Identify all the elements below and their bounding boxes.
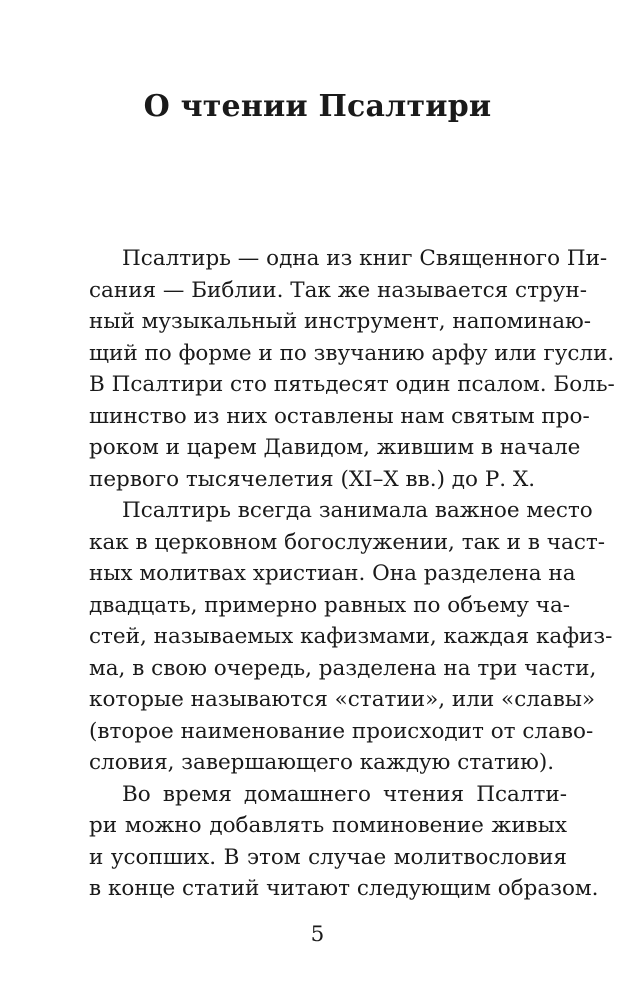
paragraph-1-line-1: Псалтирь — одна из книг Священного Пи- xyxy=(122,246,608,271)
paragraph-1-line-7: роком и царем Давидом, жившим в начале xyxy=(89,435,581,460)
paragraph-1-line-3: ный музыкальный инструмент, напоминаю- xyxy=(89,309,591,334)
paragraph-1-line-6: шинство из них оставлены нам святым про- xyxy=(89,404,590,429)
paragraph-2-line-1: Псалтирь всегда занимала важное место xyxy=(122,498,593,523)
paragraph-2-line-9: словия, завершающего каждую статию). xyxy=(89,750,555,775)
paragraph-1-line-8: первого тысячелетия (XI–X вв.) до Р. Х. xyxy=(89,467,536,492)
paragraph-2-line-3: ных молитвах христиан. Она разделена на xyxy=(89,561,576,586)
paragraph-2-line-6: ма, в свою очередь, разделена на три части, xyxy=(89,656,597,681)
paragraph-1-line-5: В Псалтири сто пятьдесят один псалом. Боль- xyxy=(89,372,615,397)
paragraph-2-line-2: как в церковном богослужении, так и в част- xyxy=(89,530,606,555)
paragraph-2-line-4: двадцать, примерно равных по объему ча- xyxy=(89,593,571,618)
paragraph-3-line-2: ри можно добавлять поминовение живых xyxy=(89,813,567,838)
paragraph-2-line-8: (второе наименование происходит от славо- xyxy=(89,719,594,744)
paragraph-2-line-5: стей, называемых кафизмами, каждая кафиз- xyxy=(89,624,613,649)
paragraph-3-line-4: в конце статий читают следующим образом. xyxy=(89,876,599,901)
paragraph-1-line-4: щий по форме и по звучанию арфу или гусли. xyxy=(89,341,615,366)
paragraph-2-line-7: которые называются «статии», или «славы» xyxy=(89,687,596,712)
paragraph-1-line-2: сания — Библии. Так же называется струн- xyxy=(89,278,587,303)
page-title: О чтении Псалтири xyxy=(143,89,492,124)
page-number: 5 xyxy=(310,922,325,947)
paragraph-3-line-3: и усопших. В этом случае молитвословия xyxy=(89,845,567,870)
paragraph-3-line-1: Во время домашнего чтения Псалти- xyxy=(122,782,567,807)
